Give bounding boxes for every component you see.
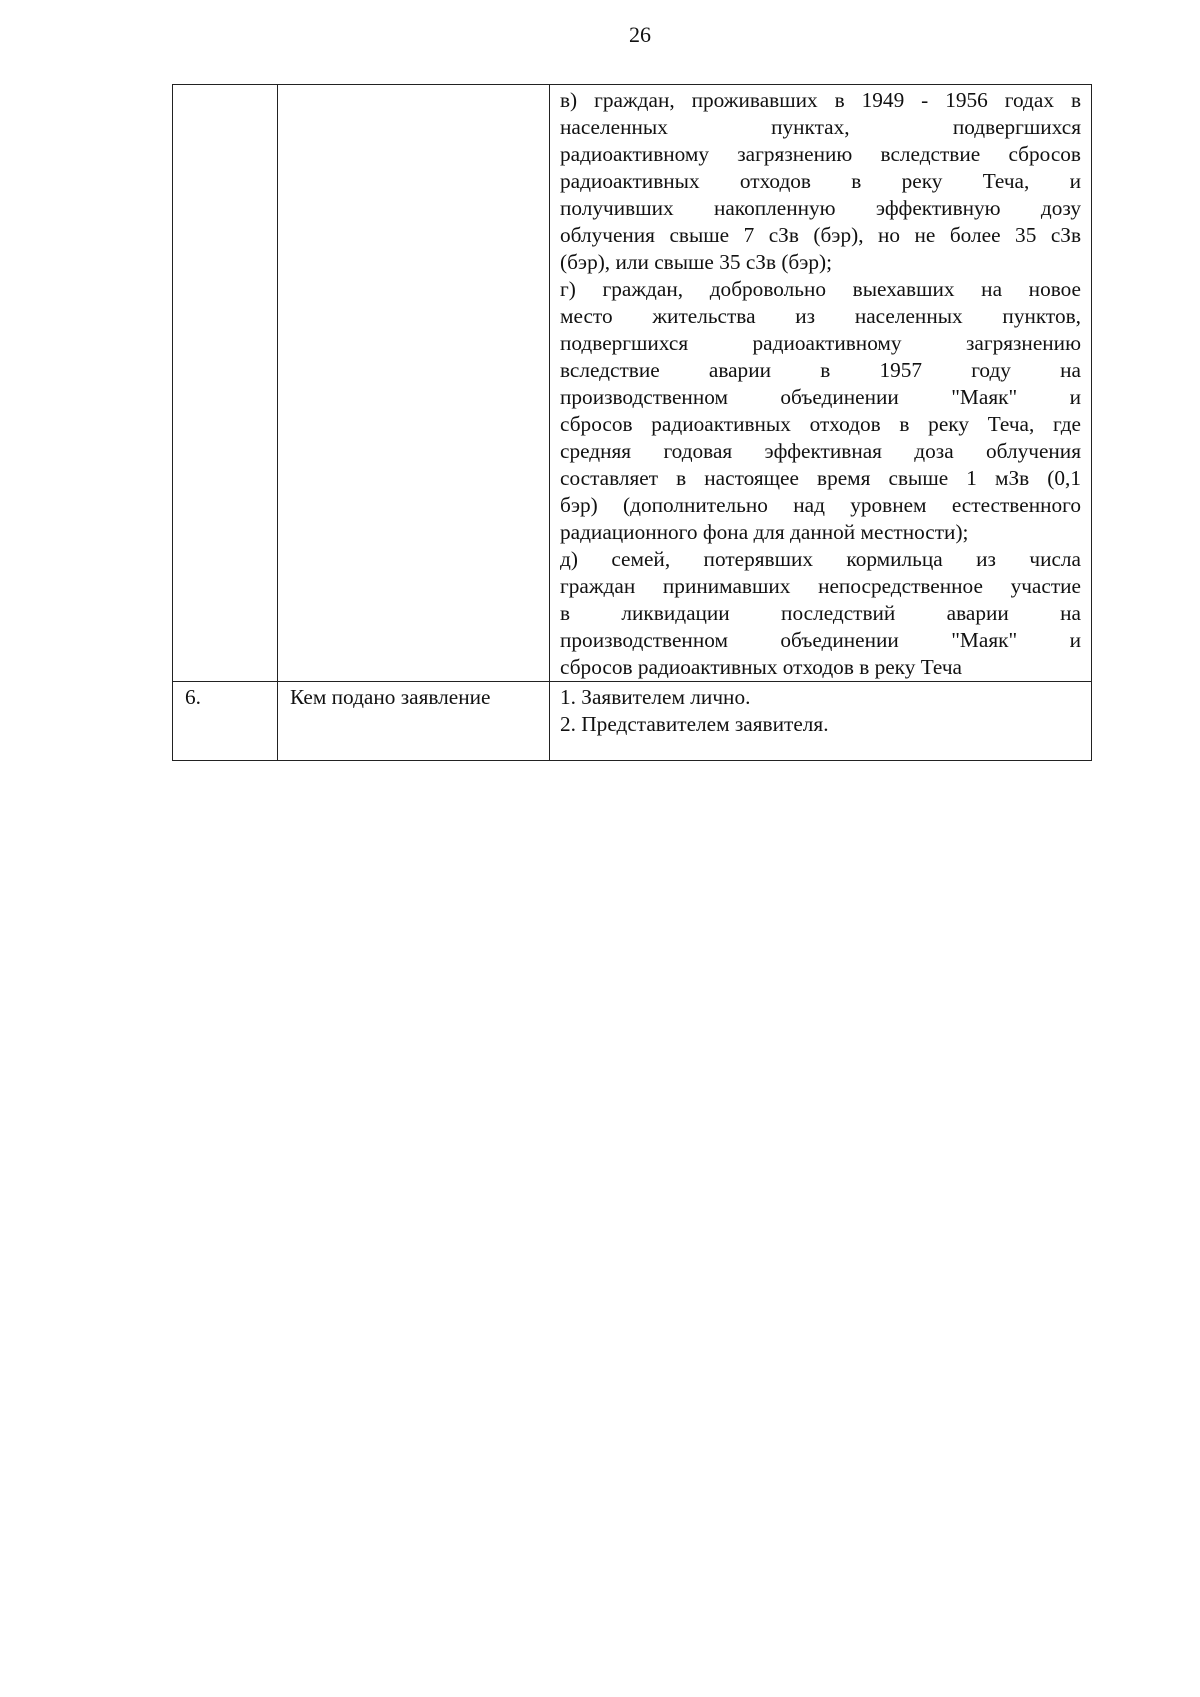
text-line: облучения свыше 7 сЗв (бэр), но не более 35 сЗв xyxy=(560,223,1081,247)
document-table xyxy=(172,84,1092,761)
text-line: д) семей, потерявших кормильца из числа xyxy=(560,547,1081,571)
text-line: граждан принимавших непосредственное участие xyxy=(560,574,1081,598)
row-number: 6. xyxy=(185,685,201,709)
text-line: радиоактивных отходов в реку Теча, и xyxy=(560,169,1081,193)
paragraph-g xyxy=(560,276,1081,546)
row-number-cell xyxy=(173,682,278,761)
text-line: производственном объединении "Маяк" и xyxy=(560,385,1081,409)
text-line: место жительства из населенных пунктов, xyxy=(560,304,1081,328)
text-line: в ликвидации последствий аварии на xyxy=(560,601,1081,625)
text-line: составляет в настоящее время свыше 1 мЗв (0,1 xyxy=(560,466,1081,490)
page-number: 26 xyxy=(629,22,651,47)
row-number-cell xyxy=(173,85,278,682)
text-line: средняя годовая эффективная доза облучения xyxy=(560,439,1081,463)
row-content-cell xyxy=(550,682,1092,761)
text-line: в) граждан, проживавших в 1949 - 1956 годах в xyxy=(560,88,1081,112)
table-row xyxy=(173,85,1092,682)
text-line: (бэр), или свыше 35 сЗв (бэр); xyxy=(560,250,833,274)
paragraph-d xyxy=(560,546,1081,681)
text-line: получивших накопленную эффективную дозу xyxy=(560,196,1081,220)
table-row xyxy=(173,682,1092,761)
paragraph-v xyxy=(560,87,1081,276)
option-item: 2. Представителем заявителя. xyxy=(560,712,829,736)
text-line: населенных пунктах, подвергшихся xyxy=(560,115,1081,139)
row-label-cell xyxy=(278,682,550,761)
text-line: г) граждан, добровольно выехавших на новое xyxy=(560,277,1081,301)
text-line: подвергшихся радиоактивному загрязнению xyxy=(560,331,1081,355)
text-line: вследствие аварии в 1957 году на xyxy=(560,358,1081,382)
text-line: радиационного фона для данной местности); xyxy=(560,520,969,544)
row-label: Кем подано заявление xyxy=(290,685,491,709)
row-label-cell xyxy=(278,85,550,682)
option-item: 1. Заявителем лично. xyxy=(560,685,751,709)
row-content-cell xyxy=(550,85,1092,682)
text-line: сбросов радиоактивных отходов в реку Теча xyxy=(560,655,962,679)
text-line: сбросов радиоактивных отходов в реку Теча, где xyxy=(560,412,1081,436)
text-line: радиоактивному загрязнению вследствие сбросов xyxy=(560,142,1081,166)
text-line: производственном объединении "Маяк" и xyxy=(560,628,1081,652)
text-line: бэр) (дополнительно над уровнем естественного xyxy=(560,493,1081,517)
